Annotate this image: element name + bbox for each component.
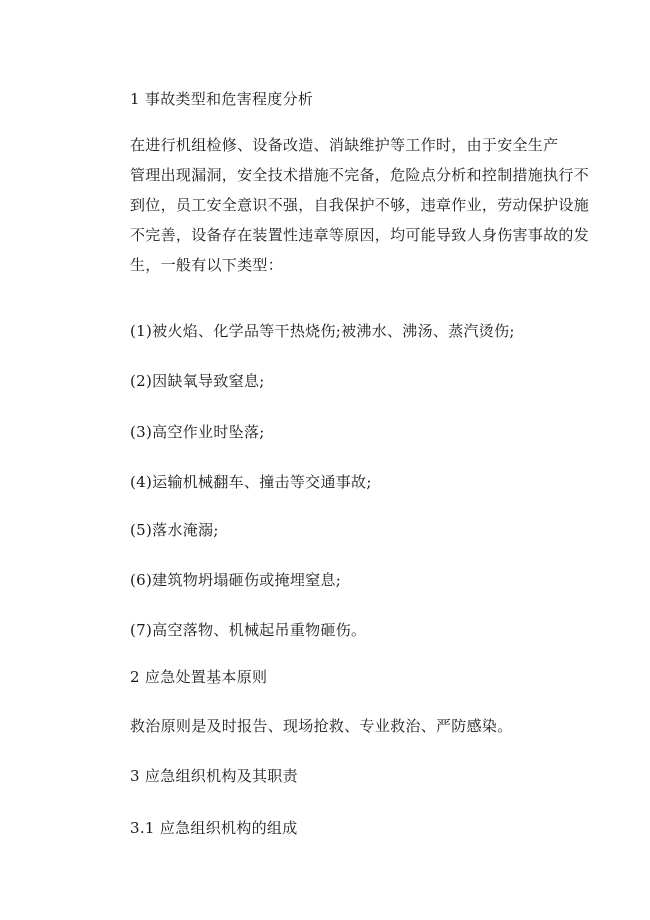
principle-text: 救治原则是及时报告、现场抢救、专业救治、严防感染。 (130, 717, 513, 735)
type-item-5: (5)落水淹溺; (130, 521, 219, 539)
section-heading-2: 2 应急处置基本原则 (130, 668, 268, 686)
type-item-6: (6)建筑物坍塌砸伤或掩埋窒息; (130, 571, 342, 589)
intro-line: 生，一般有以下类型： (130, 256, 284, 274)
type-item-3: (3)高空作业时坠落; (130, 423, 265, 441)
intro-line: 在进行机组检修、设备改造、消缺维护等工作时，由于安全生产 (130, 136, 559, 154)
intro-line: 到位，员工安全意识不强，自我保护不够，违章作业，劳动保护设施 (130, 196, 590, 214)
intro-line: 管理出现漏洞，安全技术措施不完备，危险点分析和控制措施执行不 (130, 166, 590, 184)
type-item-2: (2)因缺氧导致窒息; (130, 372, 265, 390)
type-item-7: (7)高空落物、机械起吊重物砸伤。 (130, 621, 367, 639)
intro-line: 不完善，设备存在装置性违章等原因，均可能导致人身伤害事故的发 (130, 226, 590, 244)
type-item-4: (4)运输机械翻车、撞击等交通事故; (130, 473, 372, 491)
section-heading-3: 3 应急组织机构及其职责 (130, 767, 298, 785)
section-heading-1: 1 事故类型和危害程度分析 (130, 90, 314, 108)
subsection-heading-3-1: 3.1 应急组织机构的组成 (130, 819, 298, 837)
type-item-1: (1)被火焰、化学品等干热烧伤;被沸水、沸汤、蒸汽烫伤; (130, 322, 515, 340)
intro-paragraph (130, 130, 590, 280)
